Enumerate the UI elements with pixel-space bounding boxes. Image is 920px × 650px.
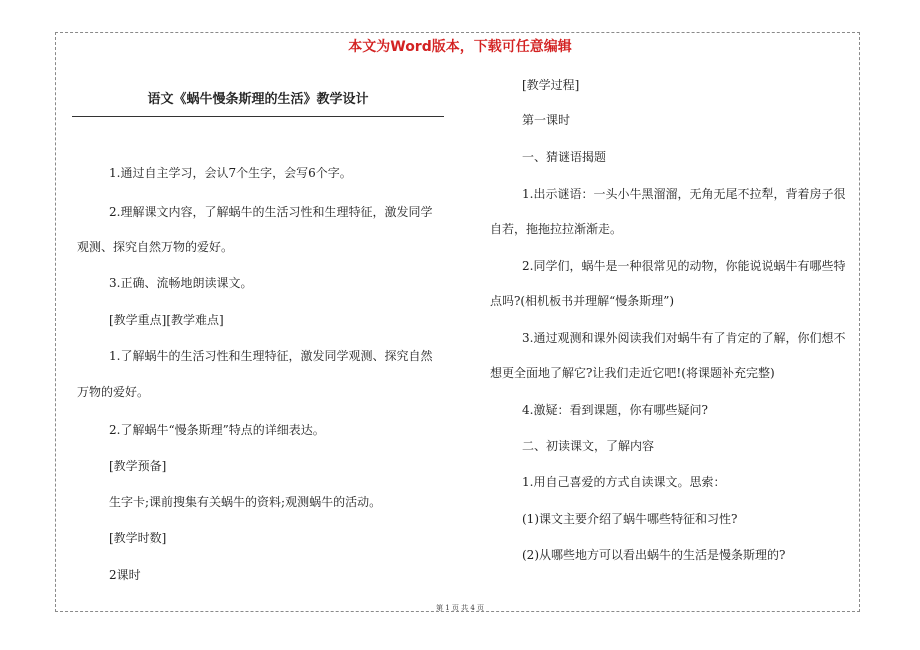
paragraph: 2.同学们，蜗牛是一种很常见的动物，你能说说蜗牛有哪些特 bbox=[522, 259, 846, 273]
paragraph: 第一课时 bbox=[522, 113, 571, 127]
paragraph: [教学时数] bbox=[109, 531, 167, 545]
paragraph: 二、初读课文，了解内容 bbox=[522, 439, 655, 453]
paragraph: 2.理解课文内容，了解蜗牛的生活习性和生理特征，激发同学 bbox=[109, 205, 433, 219]
title-divider bbox=[72, 116, 444, 117]
paragraph: 想更全面地了解它?让我们走近它吧!(将课题补充完整) bbox=[490, 366, 775, 380]
paragraph: 1.通过自主学习，会认7个生字，会写6个字。 bbox=[109, 166, 352, 180]
paragraph: 生字卡;课前搜集有关蜗牛的资料;观测蜗牛的活动。 bbox=[109, 495, 382, 509]
paragraph: [教学预备] bbox=[109, 459, 167, 473]
paragraph: 点吗?(相机板书并理解“慢条斯理”) bbox=[490, 294, 675, 308]
page-number-footer: 第 1 页 共 4 页 bbox=[435, 604, 485, 612]
paragraph: 自若，拖拖拉拉渐渐走。 bbox=[490, 222, 623, 236]
paragraph: 万物的爱好。 bbox=[77, 385, 150, 399]
paragraph: 一、猜谜语揭题 bbox=[522, 150, 607, 164]
paragraph: 4.激疑：看到课题，你有哪些疑问? bbox=[522, 403, 708, 417]
paragraph: 3.正确、流畅地朗读课文。 bbox=[109, 276, 253, 290]
paragraph: 1.出示谜语：一头小牛黑溜溜，无角无尾不拉犁，背着房子很 bbox=[522, 187, 846, 201]
watermark-banner: 本文为Word版本，下载可任意编辑 bbox=[348, 39, 572, 55]
document-title: 语文《蜗牛慢条斯理的生活》教学设计 bbox=[147, 92, 369, 107]
paragraph: [教学过程] bbox=[522, 78, 580, 92]
paragraph: 观测、探究自然万物的爱好。 bbox=[77, 240, 234, 254]
paragraph: 1.用自己喜爱的方式自读课文。思索： bbox=[522, 475, 726, 489]
paragraph: (1)课文主要介绍了蜗牛哪些特征和习性? bbox=[522, 512, 738, 526]
paragraph: 3.通过观测和课外阅读我们对蜗牛有了肯定的了解，你们想不 bbox=[522, 331, 846, 345]
paragraph: 2.了解蜗牛“慢条斯理”特点的详细表达。 bbox=[109, 423, 325, 437]
paragraph: 1.了解蜗牛的生活习性和生理特征，激发同学观测、探究自然 bbox=[109, 349, 433, 363]
paragraph: (2)从哪些地方可以看出蜗牛的生活是慢条斯理的? bbox=[522, 548, 786, 562]
paragraph: 2课时 bbox=[109, 568, 141, 582]
paragraph: [教学重点][教学难点] bbox=[109, 313, 224, 327]
